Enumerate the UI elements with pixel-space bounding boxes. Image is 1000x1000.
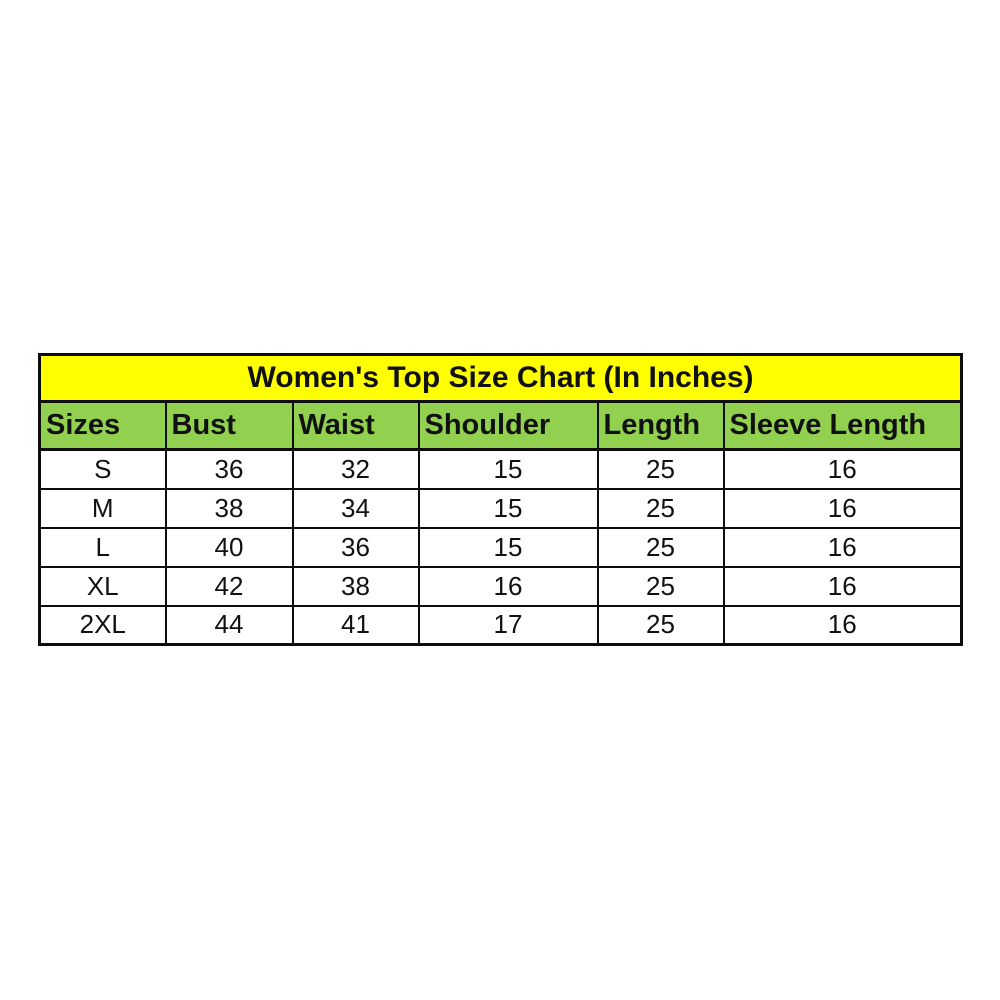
waist-cell: 41 bbox=[293, 606, 419, 645]
size-chart-table bbox=[38, 353, 963, 646]
header-row bbox=[40, 402, 962, 450]
sleeve-length-cell: 16 bbox=[724, 567, 962, 606]
size-cell: L bbox=[40, 528, 166, 567]
waist-cell: 32 bbox=[293, 450, 419, 489]
table-row-s bbox=[40, 450, 962, 489]
table-row-xl bbox=[40, 567, 962, 606]
shoulder-cell: 15 bbox=[419, 489, 598, 528]
sleeve-length-cell: 16 bbox=[724, 606, 962, 645]
length-cell: 25 bbox=[598, 567, 724, 606]
table-title: Women's Top Size Chart (In Inches) bbox=[40, 355, 962, 402]
sleeve-length-cell: 16 bbox=[724, 528, 962, 567]
length-cell: 25 bbox=[598, 450, 724, 489]
waist-cell: 38 bbox=[293, 567, 419, 606]
column-header-length: Length bbox=[598, 402, 724, 450]
bust-cell: 36 bbox=[166, 450, 293, 489]
bust-cell: 44 bbox=[166, 606, 293, 645]
sleeve-length-cell: 16 bbox=[724, 489, 962, 528]
shoulder-cell: 16 bbox=[419, 567, 598, 606]
table-row-2xl bbox=[40, 606, 962, 645]
table-row-m bbox=[40, 489, 962, 528]
title-row bbox=[40, 355, 962, 402]
size-cell: 2XL bbox=[40, 606, 166, 645]
waist-cell: 36 bbox=[293, 528, 419, 567]
size-cell: M bbox=[40, 489, 166, 528]
waist-cell: 34 bbox=[293, 489, 419, 528]
column-header-sizes: Sizes bbox=[40, 402, 166, 450]
sleeve-length-cell: 16 bbox=[724, 450, 962, 489]
table-row-l bbox=[40, 528, 962, 567]
size-cell: XL bbox=[40, 567, 166, 606]
bust-cell: 40 bbox=[166, 528, 293, 567]
shoulder-cell: 15 bbox=[419, 528, 598, 567]
column-header-shoulder: Shoulder bbox=[419, 402, 598, 450]
length-cell: 25 bbox=[598, 528, 724, 567]
length-cell: 25 bbox=[598, 606, 724, 645]
column-header-waist: Waist bbox=[293, 402, 419, 450]
bust-cell: 38 bbox=[166, 489, 293, 528]
shoulder-cell: 17 bbox=[419, 606, 598, 645]
length-cell: 25 bbox=[598, 489, 724, 528]
shoulder-cell: 15 bbox=[419, 450, 598, 489]
column-header-bust: Bust bbox=[166, 402, 293, 450]
size-cell: S bbox=[40, 450, 166, 489]
column-header-sleeve-length: Sleeve Length bbox=[724, 402, 962, 450]
bust-cell: 42 bbox=[166, 567, 293, 606]
